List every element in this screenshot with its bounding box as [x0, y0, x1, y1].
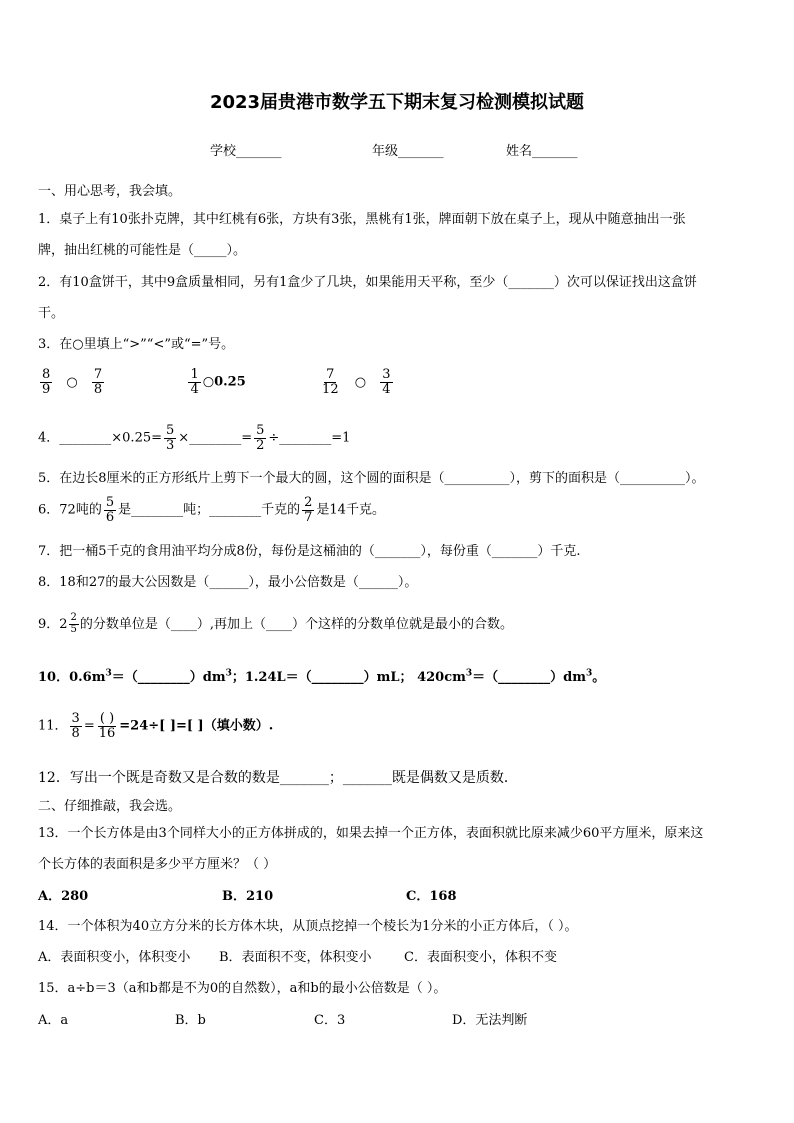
fraction: $\frac{5}{6}$ [105, 495, 115, 525]
question-2-line-1: 2．有10盒饼干，其中9盒质量相同，另有1盒少了几块，如果能用天平称，至少（_______）次可以保证找出这盒饼 [38, 275, 697, 290]
school-field: 学校_______ [210, 144, 282, 159]
question-5: 5．在边长8厘米的正方形纸片上剪下一个最大的圆，这个圆的面积是（__________），剪下的面积是（__________）。 [38, 471, 705, 486]
fraction: $\frac{7}{8}$ [93, 367, 103, 397]
question-9: 9．2 $\frac{2}{5}$ 的分数单位是（____）,再加上（____）个这样的分数单位就是最小的合数。 [38, 612, 514, 635]
question-15: 15．a÷b＝3（a和b都是不为0的自然数），a和b的最小公倍数是（ ）。 [38, 981, 447, 996]
q13-option-c: C．168 [406, 889, 457, 904]
page-title: 2023届贵港市数学五下期末复习检测模拟试题 [209, 92, 585, 113]
section-1-heading: 一、用心思考，我会填。 [38, 184, 182, 199]
question-6: 6．72吨的 $\frac{5}{6}$ 是________吨；________千克的 $\frac{2}{7}$ 是14千克。 [38, 495, 385, 525]
fraction: $\frac{8}{9}$ [42, 367, 51, 397]
fraction: $\frac{2}{5}$ [70, 612, 77, 635]
question-1-line-1: 1．桌子上有10张扑克牌，其中红桃有6张，方块有3张，黑桃有1张，牌面朝下放在桌子上，现从中随意抽出一张 [38, 212, 686, 227]
q14-option-c: C．表面积变小，体积不变 [404, 950, 557, 965]
q14-option-a: A．表面积变小，体积变小 [38, 950, 191, 965]
question-8: 8．18和27的最大公因数是（______），最小公倍数是（______）。 [38, 575, 418, 590]
question-3-items: $\frac{8}{9}$ ○ $\frac{7}{8}$ $\frac{1}{4}$ ○0.25 $\frac{7}{12}$ ○ $\frac{3}{4}$ [42, 367, 391, 397]
q13-option-b: B．210 [222, 889, 274, 904]
question-13-line-2: 个长方体的表面积是多少平方厘米？（ ） [38, 857, 277, 872]
grade-field: 年级_______ [372, 144, 444, 159]
q14-option-b: B．表面积不变，体积变小 [219, 950, 372, 965]
fraction: $\frac{3}{4}$ [382, 367, 391, 397]
q15-option-a: A．a [38, 1013, 69, 1028]
question-4: 4．________×0.25= $\frac{5}{3}$ ×________= $\frac{5}{2}$ ÷________=1 [38, 423, 351, 453]
fraction: $\frac{7}{12}$ [322, 367, 339, 397]
fraction: $\frac{5}{3}$ [166, 423, 175, 453]
fraction: $\frac{5}{2}$ [256, 423, 265, 453]
question-12: 12．写出一个既是奇数又是合数的数是_______；_______既是偶数又是质数． [38, 770, 518, 786]
question-11: 11． $\frac{3}{8}$ = $\frac{( )}{16}$ =24÷[ ]=[ ]（填小数）. [38, 711, 274, 741]
q15-option-d: D．无法判断 [452, 1013, 528, 1028]
fraction: $\frac{( )}{16}$ [98, 711, 116, 741]
name-field: 姓名_______ [506, 144, 578, 159]
question-3: 3．在○里填上“>”“<”或“=”号。 [38, 337, 235, 352]
question-13-line-1: 13．一个长方体是由3个同样大小的正方体拼成的，如果去掉一个正方体，表面积就比原来减少60平方厘米，原来这 [38, 826, 704, 841]
question-14: 14．一个体积为40立方分米的长方体木块，从顶点挖掉一个棱长为1分米的小正方体后，（ ）。 [38, 919, 578, 934]
question-2-line-2: 干。 [38, 306, 65, 321]
question-1-line-2: 牌，抽出红桃的可能性是（_____）。 [38, 243, 247, 258]
q15-option-c: C．3 [314, 1013, 346, 1028]
fraction: $\frac{1}{4}$ [190, 367, 199, 397]
fraction: $\frac{3}{8}$ [71, 711, 80, 741]
q15-option-b: B．b [175, 1013, 206, 1028]
question-7: 7．把一桶5千克的食用油平均分成8份，每份是这桶油的（_______），每份重（_______）千克. [38, 544, 581, 559]
fraction: $\frac{2}{7}$ [304, 495, 313, 525]
question-10: 10．$0.6m^3=(\_\_\_\_\_\_\_\_)dm^3$；1.24L＝（________）mL； $420cm^3=(\_\_\_\_\_\_\_\_)dm^3$。 [38, 668, 606, 685]
q13-option-a: A．280 [38, 889, 89, 904]
section-2-heading: 二、仔细推敲，我会选。 [38, 799, 182, 814]
